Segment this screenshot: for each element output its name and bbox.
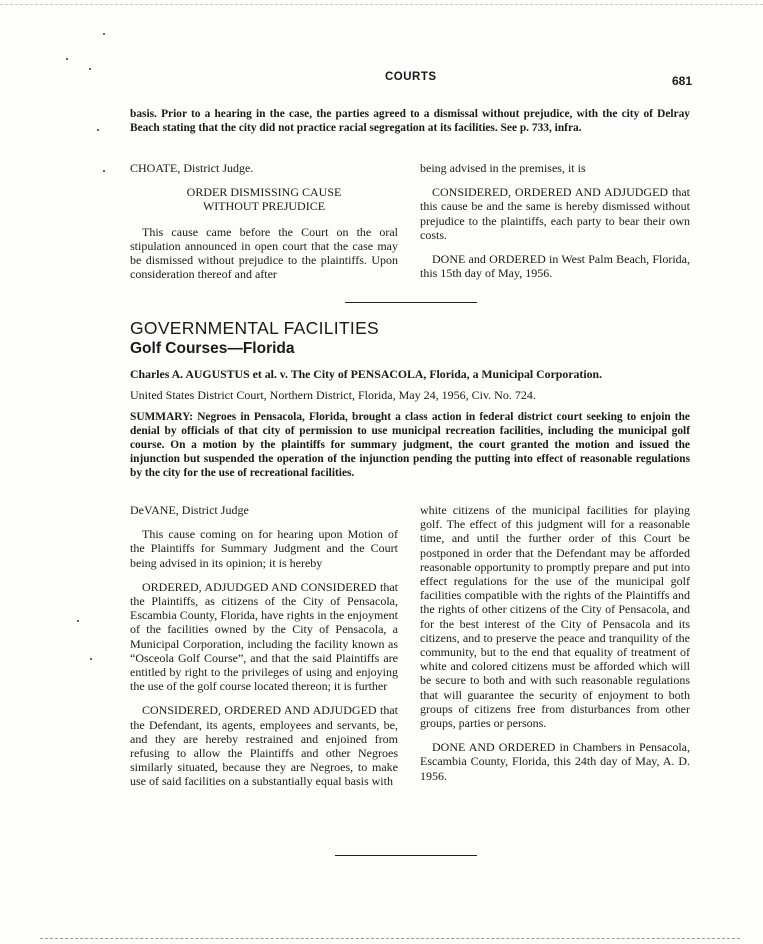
- scan-edge-top: [0, 4, 763, 5]
- case2-paragraph: DONE AND ORDERED in Chambers in Pensacola, Escambia County, Florida, this 24th day of May, A. D. 1956.: [420, 740, 690, 783]
- scan-speck: [89, 68, 91, 70]
- scan-speck: [103, 33, 105, 35]
- court-line: United States District Court, Northern District, Florida, May 24, 1956, Civ. No. 724.: [130, 388, 536, 402]
- page-number: 681: [672, 74, 693, 88]
- case2-paragraph: This cause coming on for hearing upon Motion of the Plaintiffs for Summary Judgment and the Court being advised in its opinion; it is hereby: [130, 527, 398, 570]
- case2-judge: DeVANE, District Judge: [130, 503, 249, 517]
- case1-judge: CHOATE, District Judge.: [130, 161, 254, 175]
- case1-paragraph: DONE and ORDERED in West Palm Beach, Florida, this 15th day of May, 1956.: [420, 252, 690, 281]
- scan-speck: [90, 658, 92, 660]
- scan-speck: [66, 58, 68, 60]
- case2-right-column: [420, 503, 690, 783]
- case2-left-column: [130, 503, 398, 789]
- scan-speck: [77, 620, 79, 622]
- case1-right-column: [420, 161, 690, 280]
- scan-speck: [103, 170, 105, 172]
- case-caption: Charles A. AUGUSTUS et al. v. The City of PENSACOLA, Florida, a Municipal Corporation.: [130, 367, 603, 381]
- separator-rule: [345, 302, 477, 303]
- section-title: GOVERNMENTAL FACILITIES: [130, 318, 380, 338]
- section-subtitle: Golf Courses—Florida: [130, 340, 295, 357]
- separator-rule: [335, 855, 477, 856]
- scan-speck: [97, 129, 99, 131]
- case1-paragraph: being advised in the premises, it is: [420, 161, 586, 175]
- running-title: COURTS: [385, 71, 437, 83]
- case2-paragraph: white citizens of the municipal facilities for playing golf. The effect of this judgment will for a reasonable time, and until the further order of this Court be postponed in order that the Defendant may be afforded reasonable opportunity to promptly prepare and put into effect regulations for the use of the municipal golf facilities compatible with the rights of the Plaintiffs and the rights of other citizens of the City of Pensacola, and for the best interest of the City of Pensacola and its citizens, and to preserve the peace and tranquility of the community, but to the end that equality of treatment of white and colored citizens must be afforded which will be secure to both and with such reasonable regulations that will guarantee the security of enjoyment to both groups of citizens free from disturbances from other groups, parties or persons.: [420, 503, 690, 731]
- case1-paragraph: CONSIDERED, ORDERED AND ADJUDGED that this cause be and the same is hereby dismissed without prejudice to the plaintiffs, each party to bear their own costs.: [420, 185, 690, 242]
- order-title-line2: WITHOUT PREJUDICE: [202, 199, 326, 214]
- scan-edge-bottom: [40, 938, 740, 939]
- order-title-line1: ORDER DISMISSING CAUSE: [186, 185, 342, 200]
- case2-paragraph: CONSIDERED, ORDERED AND ADJUDGED that the Defendant, its agents, employees and servants, be, and they are hereby restrained and enjoined from refusing to allow the Plaintiffs and other Negroes similarly situated, because they are Negroes, to make use of said facilities on a substantially equal basis with: [130, 703, 398, 789]
- case2-paragraph: ORDERED, ADJUDGED AND CONSIDERED that the Plaintiffs, as citizens of the City of Pensacola, Escambia County, Florida, have rights in the enjoyment of the facilities owned by the City of Pensacola, a Municipal Corporation, including the facility known as “Osceola Golf Course”, and that the said Plaintiffs are entitled by right to the privileges of using and enjoying the use of the golf course located thereon; it is further: [130, 579, 398, 694]
- case-summary: SUMMARY: Negroes in Pensacola, Florida, brought a class action in federal district court seeking to enjoin the denial by officials of that city of permission to use municipal recreation facilities, including the municipal golf course. On a motion by the plaintiffs for summary judgment, the court granted the motion and issued the injunction but suspended the operation of the injunction pending the putting into effect of reasonable regulations by the city for the use of recreational facilities.: [130, 411, 690, 479]
- continued-summary: basis. Prior to a hearing in the case, the parties agreed to a dismissal without prejudice, with the city of Delray Beach stating that the city did not practice racial segregation at its facilities. See p. 733, infra.: [130, 108, 690, 134]
- case1-left-column: [130, 161, 398, 281]
- case1-paragraph: This cause came before the Court on the oral stipulation announced in open court that the case may be dismissed without prejudice to the plaintiffs. Upon consideration thereof and after: [130, 224, 398, 282]
